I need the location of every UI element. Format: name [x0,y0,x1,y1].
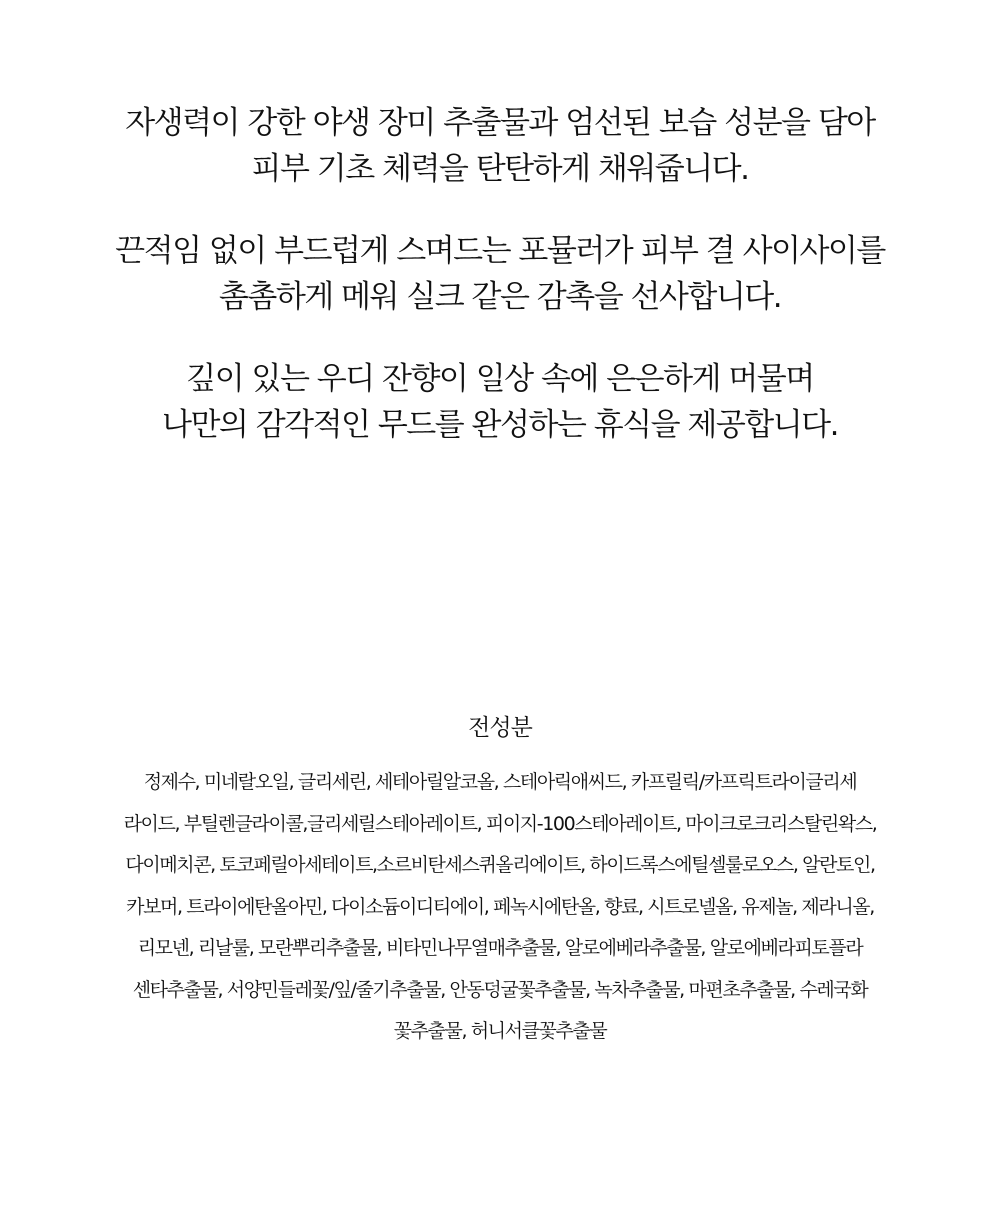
description-paragraph-2 [0,228,1000,320]
description-line: 촘촘하게 메워 실크 같은 감촉을 선사합니다. [218,279,782,315]
ingredients-title: 전성분 [468,715,532,741]
ingredients-line: 카보머, 트라이에탄올아민, 다이소듐이디티에이, 페녹시에탄올, 향료, 시트로넬올, 유제놀, 제라니올, [126,895,874,918]
description-line: 나만의 감각적인 무드를 완성하는 휴식을 제공합니다. [162,407,838,443]
description-line: 끈적임 없이 부드럽게 스며드는 포뮬러가 피부 결 사이사이를 [115,233,885,269]
ingredients-line: 라이드, 부틸렌글라이콜,글리세릴스테아레이트, 피이지-100스테아레이트, 마이크로크리스탈린왁스, [123,812,877,835]
product-description [0,100,1000,484]
ingredients-line: 리모넨, 리날룰, 모란뿌리추출물, 비타민나무열매추출물, 알로에베라추출물, 알로에베라피토플라 [137,937,863,959]
ingredients-line: 정제수, 미네랄오일, 글리세린, 세테아릴알코올, 스테아릭애씨드, 카프릴릭/카프릭트라이글리세 [143,771,857,793]
description-paragraph-3 [0,356,1000,448]
description-line: 자생력이 강한 야생 장미 추출물과 엄선된 보습 성분을 담아 [125,105,875,141]
ingredients-line: 꽃추출물, 허니서클꽃추출물 [393,1020,607,1042]
ingredients-list [40,762,960,1053]
description-paragraph-1 [0,100,1000,192]
ingredients-line: 다이메치콘, 토코페릴아세테이트,소르비탄세스퀴올리에이트, 하이드록스에틸셀룰로오스, 알란토인, [125,854,875,876]
description-line: 깊이 있는 우디 잔향이 일상 속에 은은하게 머물며 [186,361,814,397]
description-line: 피부 기초 체력을 탄탄하게 채워줍니다. [251,151,749,187]
ingredients-line: 센타추출물, 서양민들레꽃/잎/줄기추출물, 안동덩굴꽃추출물, 녹차추출물, 마편초추출물, 수레국화 [132,978,868,1001]
ingredients-section [40,708,960,1053]
